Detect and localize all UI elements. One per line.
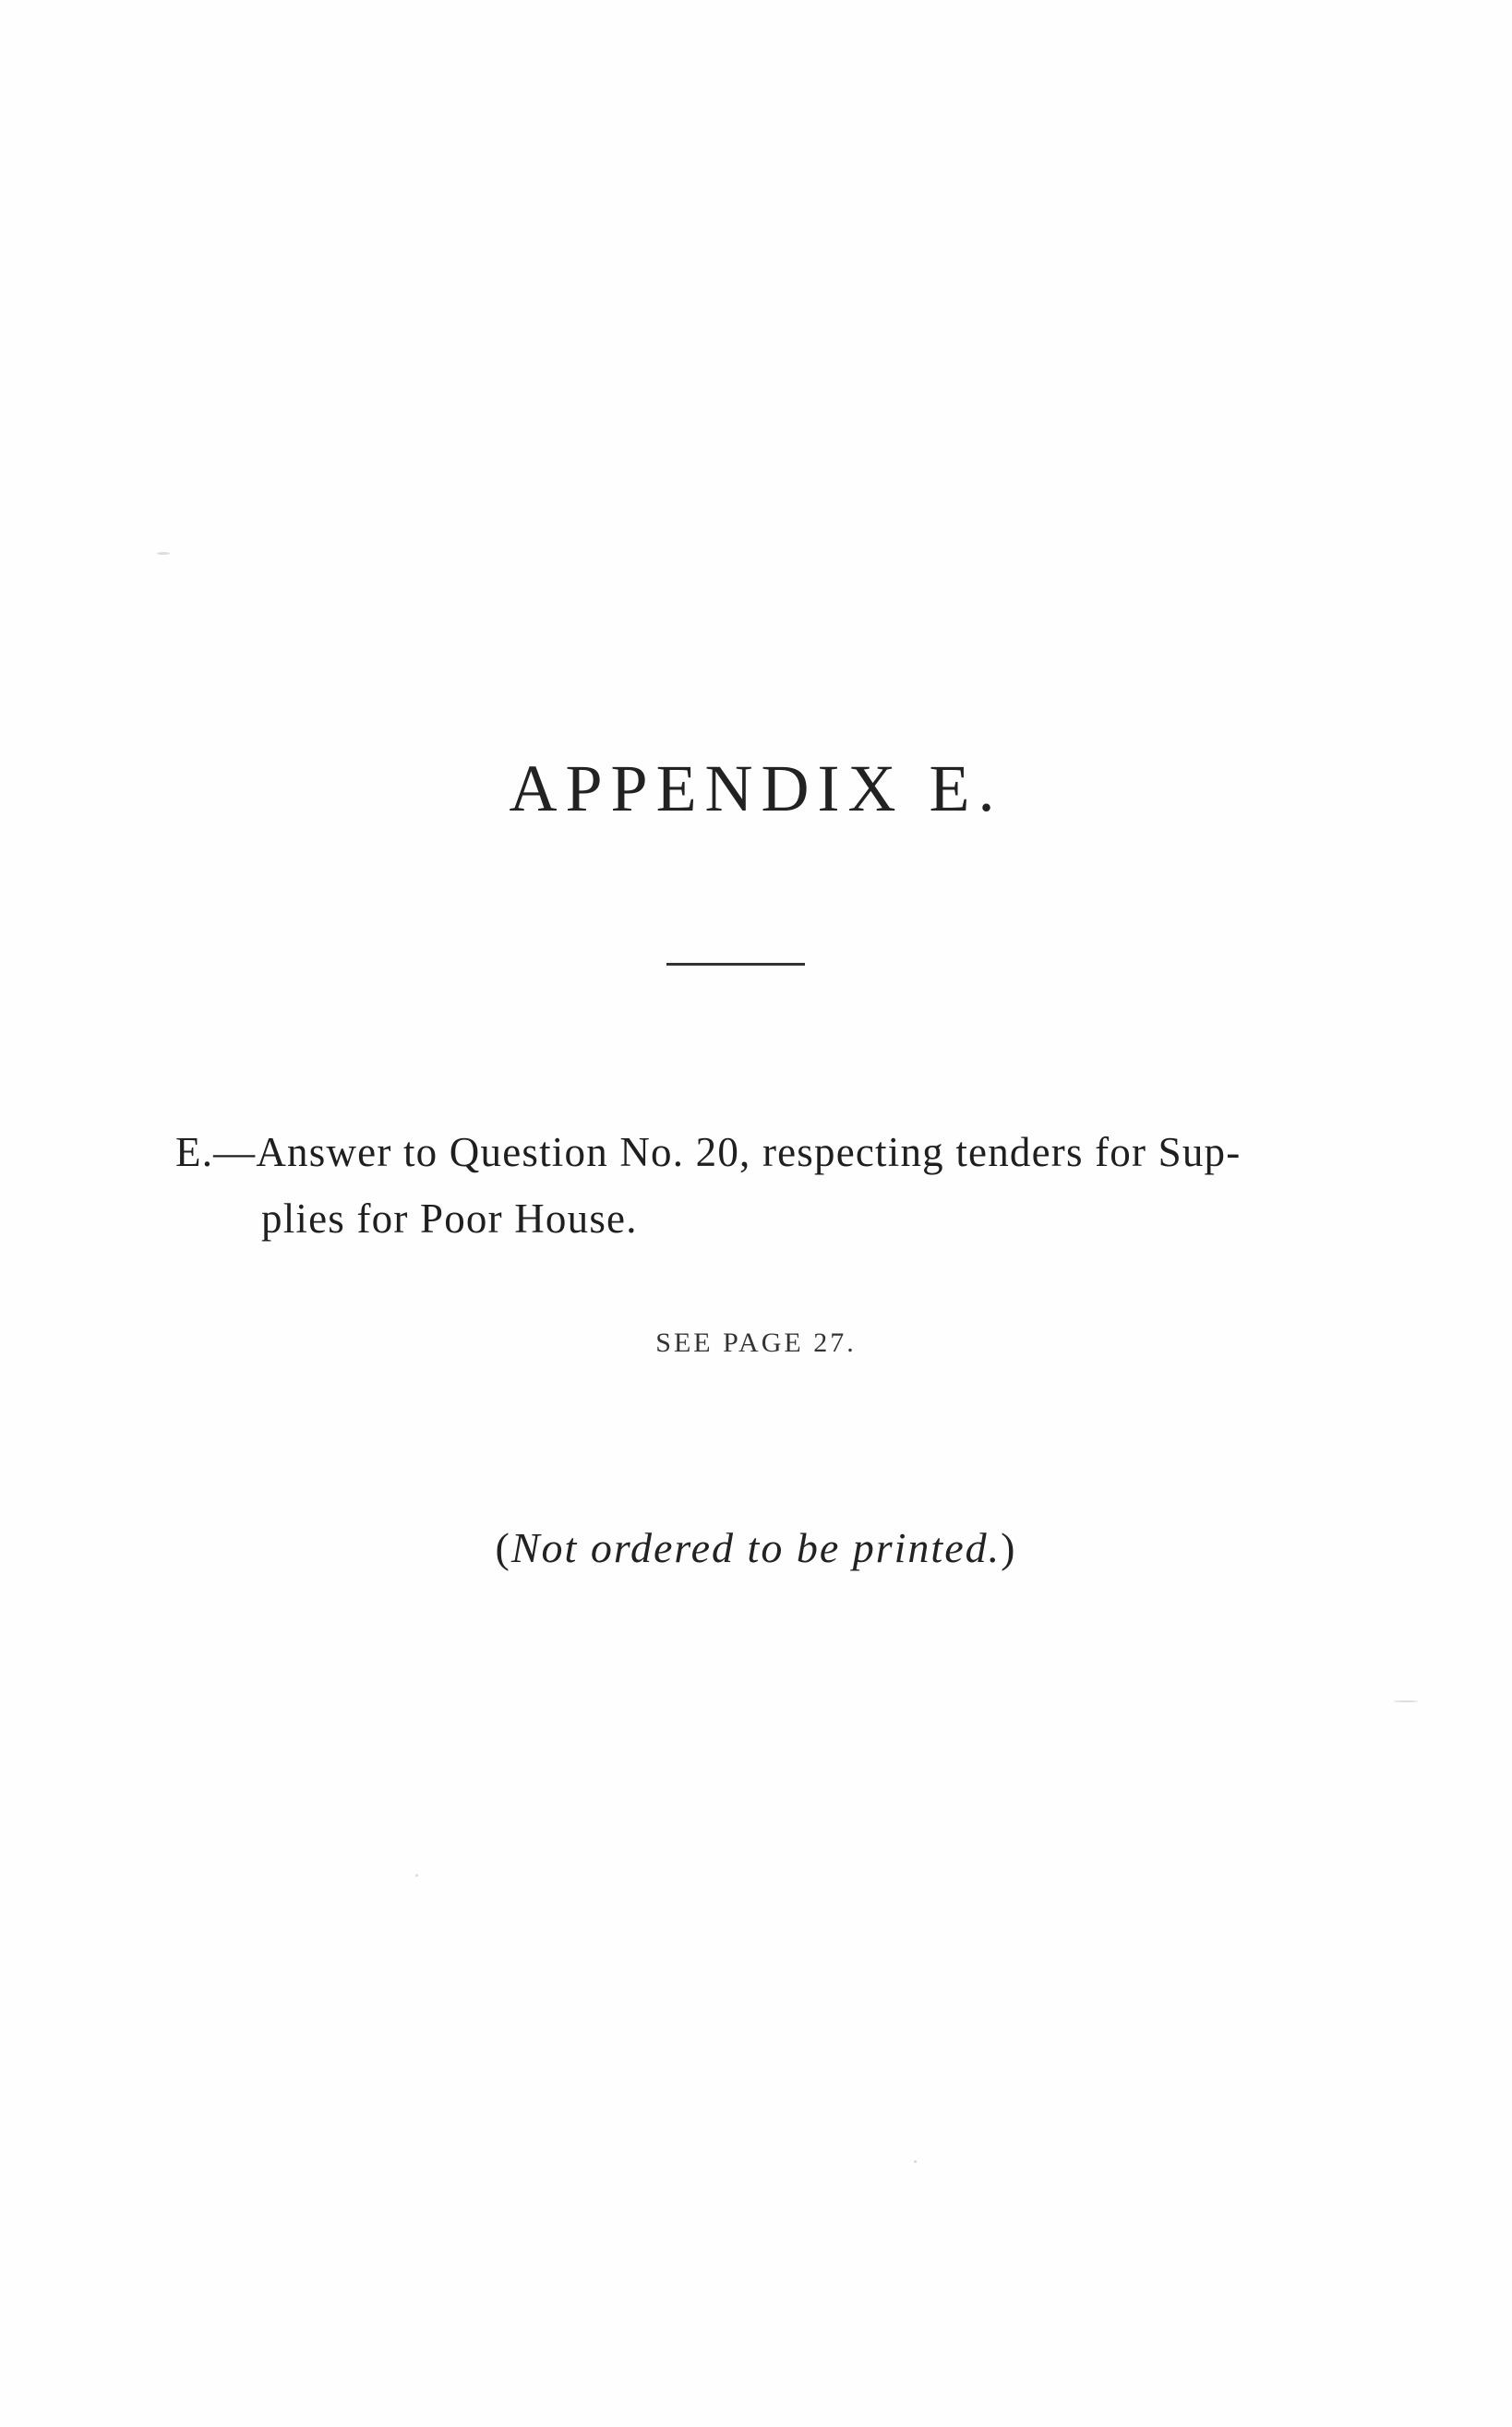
page-title: APPENDIX E. (509, 751, 1003, 825)
printing-note (0, 1523, 1512, 1572)
scan-speck (157, 552, 170, 555)
note-close-paren: ) (1001, 1524, 1017, 1571)
appendix-entry (175, 1119, 1366, 1252)
title-divider (666, 963, 805, 966)
scan-speck (415, 1874, 418, 1877)
note-open-paren: ( (495, 1524, 511, 1571)
scan-speck (914, 2160, 917, 2163)
see-page-reference: SEE PAGE 27. (655, 1328, 857, 1358)
entry-line-1: E.—Answer to Question No. 20, respecting tenders for Sup- (175, 1129, 1242, 1175)
note-text: Not ordered to be printed. (510, 1524, 1002, 1571)
scan-speck (1394, 1700, 1418, 1702)
entry-line-2: plies for Poor House. (261, 1195, 638, 1242)
